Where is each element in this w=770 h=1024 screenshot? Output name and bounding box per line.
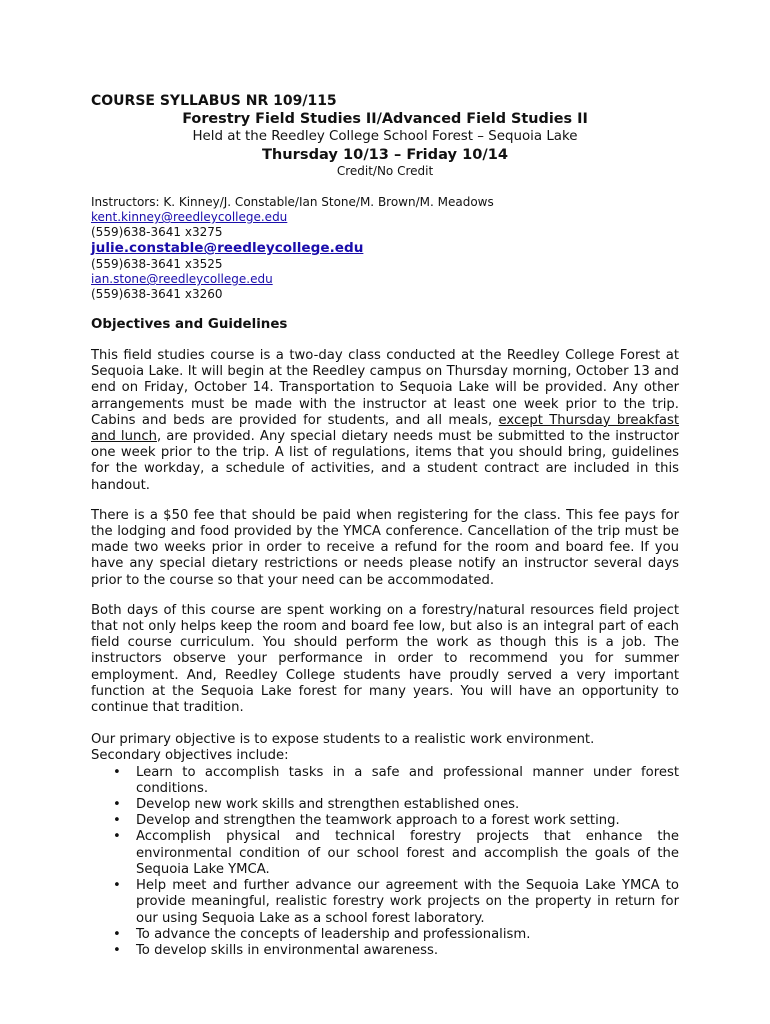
secondary-objectives-intro: Secondary objectives include:: [91, 748, 289, 764]
paragraph-work-project: Both days of this course are spent working on a forestry/natural resources field project that not only helps keep the room and board fee low, but also is an integral part of each field course curriculum. You should perform the work as though this is a job. The instructors observe your performance in order to recommend you for summer employment. And, Reedley College students have proudly served a very important function at the Sequoia Lake forest for many years. You will have an opportunity to continue that tradition.: [91, 602, 679, 716]
secondary-objectives-list: [91, 765, 679, 959]
list-item-text: Develop new work skills and strengthen established ones.: [136, 797, 520, 813]
instructors-line: Instructors: K. Kinney/J. Constable/Ian Stone/M. Brown/M. Meadows: [91, 195, 494, 209]
list-item: [91, 943, 679, 959]
list-item: [91, 765, 679, 797]
list-item-text: Develop and strengthen the teamwork approach to a forest work setting.: [136, 813, 620, 829]
course-code-heading: COURSE SYLLABUS NR 109/115: [91, 93, 337, 109]
objectives-heading: Objectives and Guidelines: [91, 317, 288, 332]
bullet-icon: •: [113, 764, 121, 780]
list-item-text: To develop skills in environmental awareness.: [136, 942, 439, 958]
course-location: Held at the Reedley College School Forest – Sequoia Lake: [192, 129, 578, 144]
bullet-icon: •: [113, 878, 121, 894]
phone-kinney: (559)638-3641 x3275: [91, 225, 223, 239]
list-item-text: To advance the concepts of leadership and professionalism.: [136, 926, 531, 942]
list-item: [91, 927, 679, 943]
paragraph-fee: There is a $50 fee that should be paid when registering for the class. This fee pays for the lodging and food provided by the YMCA conference. Cancellation of the trip must be made two weeks prior in order to receive a refund for the room and board fee. If you have any special dietary restrictions or needs please notify an instructor several days prior to the course so that your need can be accommodated.: [91, 507, 679, 588]
list-item: [91, 797, 679, 813]
bullet-icon: •: [113, 813, 121, 829]
list-item-text: Learn to accomplish tasks in a safe and professional manner under forest conditions.: [136, 764, 679, 796]
phone-stone: (559)638-3641 x3260: [91, 287, 223, 301]
bullet-icon: •: [113, 829, 121, 845]
list-item-text: Help meet and further advance our agreement with the Sequoia Lake YMCA to provide meaningful, realistic forestry work projects on the property in return for our using Sequoia Lake as a school forest laboratory.: [136, 878, 679, 926]
phone-constable: (559)638-3641 x3525: [91, 257, 223, 271]
course-dates: Thursday 10/13 – Friday 10/14: [261, 146, 509, 163]
bullet-icon: •: [113, 926, 121, 942]
email-link-constable[interactable]: julie.constable@reedleycollege.edu: [91, 240, 364, 256]
list-item: [91, 878, 679, 927]
email-link-stone[interactable]: ian.stone@reedleycollege.edu: [91, 272, 273, 286]
credit-type: Credit/No Credit: [336, 164, 434, 178]
bullet-icon: •: [113, 942, 121, 958]
primary-objective: Our primary objective is to expose students to a realistic work environment.: [91, 732, 595, 748]
list-item: [91, 829, 679, 878]
email-link-kinney[interactable]: kent.kinney@reedleycollege.edu: [91, 210, 288, 224]
list-item-text: Accomplish physical and technical forestry projects that enhance the environmental condition of our school forest and accomplish the goals of the Sequoia Lake YMCA.: [136, 829, 679, 877]
instructor-block: [91, 195, 679, 302]
course-title: Forestry Field Studies II/Advanced Field Studies II: [182, 111, 588, 127]
list-item: [91, 813, 679, 829]
meal-exception-underlined: except Thursday breakfast and lunch: [91, 412, 679, 445]
paragraph-overview-text-b: , are provided. Any special dietary needs must be submitted to the instructor one week prior to the trip. A list of regulations, items that you should bring, guidelines for the workday, a schedule of activities, and a student contract are included in this handout.: [91, 429, 679, 493]
paragraph-overview-text-a: This field studies course is a two-day class conducted at the Reedley College Forest at Sequoia Lake. It will begin at the Reedley campus on Thursday morning, October 13 and end on Friday, October 14. Transportation to Sequoia Lake will be provided. Any other arrangements must be made with the instructor at least one week prior to the trip. Cabins and beds are provided for students, and all meals,: [91, 348, 679, 428]
paragraph-overview: [91, 348, 679, 494]
bullet-icon: •: [113, 797, 121, 813]
